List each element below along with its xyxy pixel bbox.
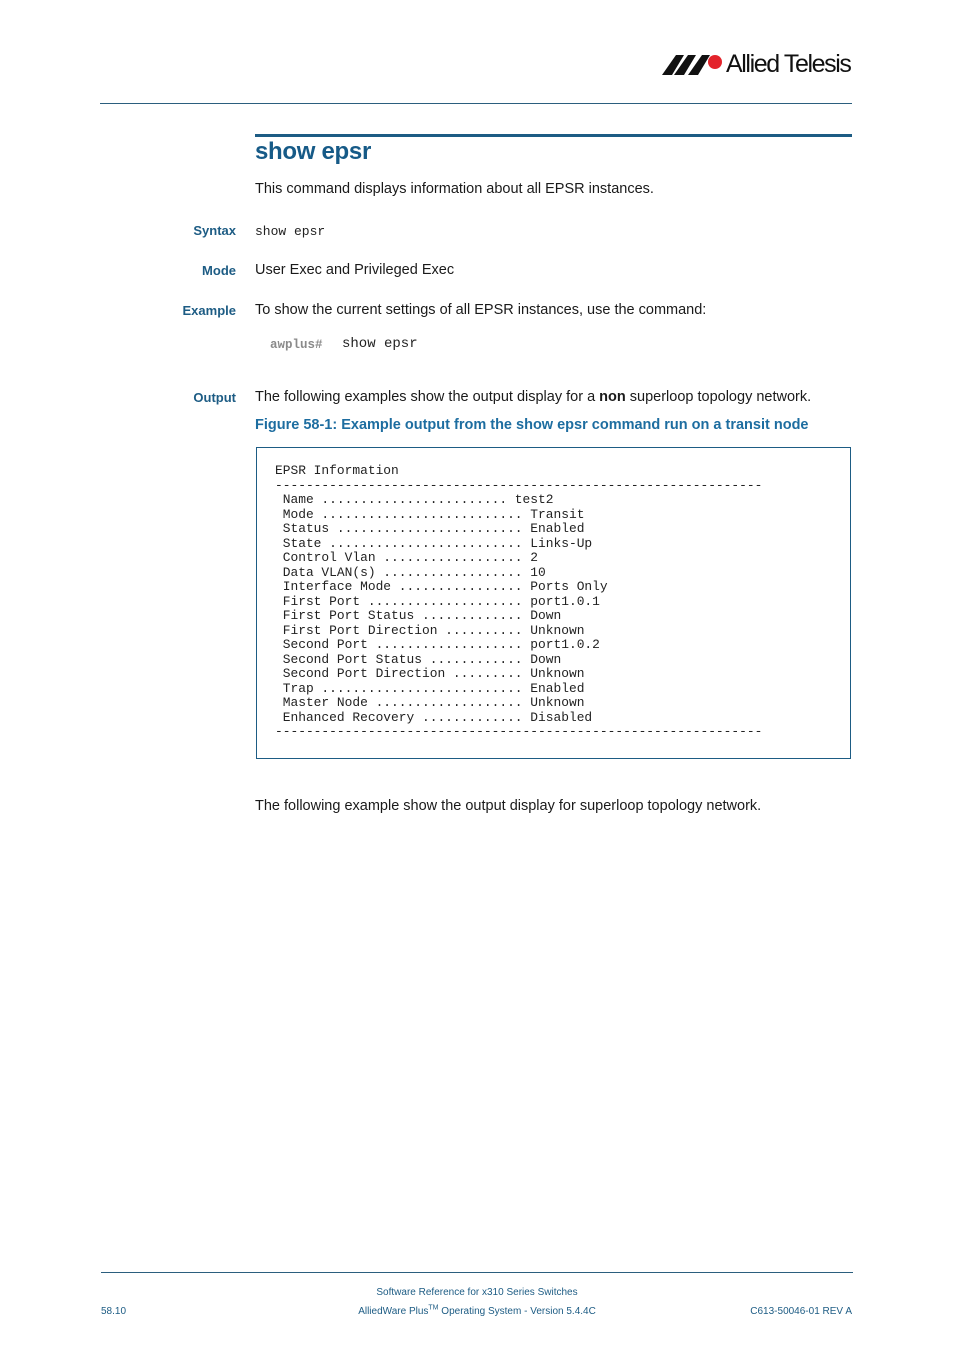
code-output-box xyxy=(256,447,851,759)
code-line: Mode .......................... Transit xyxy=(275,506,585,522)
mode-label: Mode xyxy=(202,263,236,278)
output-text xyxy=(255,389,811,405)
superloop-intro-text: The following example show the output display for superloop topology network. xyxy=(255,798,762,814)
code-line: Status ........................ Enabled xyxy=(275,521,585,536)
example-label: Example xyxy=(182,303,236,318)
code-line: First Port Status ............. Down xyxy=(275,608,562,623)
code-line: Data VLAN(s) .................. 10 xyxy=(275,564,546,580)
page-number: 58.10 xyxy=(101,1306,127,1317)
output-text-before: The following examples show the output display for a xyxy=(255,389,600,405)
command-description: This command displays information about all EPSR instances. xyxy=(255,181,654,197)
mode-text: User Exec and Privileged Exec xyxy=(255,262,455,278)
footer-version: Operating System - Version 5.4.4C xyxy=(438,1306,596,1317)
document-code: C613-50046-01 REV A xyxy=(750,1306,852,1317)
code-line: Master Node ................... Unknown xyxy=(275,695,585,710)
code-line: Control Vlan .................. 2 xyxy=(275,550,539,565)
output-label: Output xyxy=(193,390,236,405)
header-rule xyxy=(100,103,852,104)
output-text-after: superloop topology network. xyxy=(625,389,812,405)
output-text-bold: non xyxy=(599,389,626,405)
code-line: Interface Mode ................ Ports Only xyxy=(275,579,608,594)
code-line: Enhanced Recovery ............. Disabled xyxy=(275,709,593,725)
page-title: show epsr xyxy=(255,138,371,165)
syntax-label: Syntax xyxy=(193,223,236,238)
code-line: Second Port Direction ......... Unknown xyxy=(275,666,585,681)
code-line: --------------------------------------------------------------- xyxy=(275,477,763,493)
code-line: First Port .................... port1.0.1 xyxy=(275,593,600,609)
syntax-code: show epsr xyxy=(255,224,326,239)
logo-wordmark: Allied Telesis xyxy=(726,50,851,78)
code-line: Trap .......................... Enabled xyxy=(275,680,585,696)
cli-command: show epsr xyxy=(342,336,418,352)
code-line: EPSR Information xyxy=(275,463,399,478)
code-line: State ......................... Links-Up xyxy=(275,535,593,551)
footer-product: AlliedWare Plus xyxy=(358,1306,429,1317)
footer-title: Software Reference for x310 Series Switches xyxy=(376,1287,578,1298)
example-text: To show the current settings of all EPSR instances, use the command: xyxy=(255,302,707,318)
code-line: --------------------------------------------------------------- xyxy=(275,724,763,739)
code-line: First Port Direction .......... Unknown xyxy=(275,622,585,638)
cli-prompt: awplus# xyxy=(270,338,323,352)
code-line: Second Port Status ............ Down xyxy=(275,651,562,667)
allied-telesis-logo xyxy=(662,50,854,80)
footer-tm: TM xyxy=(428,1304,439,1312)
title-rule xyxy=(255,134,852,137)
figure-caption: Figure 58-1: Example output from the show epsr command run on a transit node xyxy=(255,417,809,433)
code-line: Second Port ................... port1.0.2 xyxy=(275,637,600,652)
logo-mark-icon xyxy=(662,55,724,75)
footer-rule xyxy=(101,1272,853,1273)
code-line: Name ........................ test2 xyxy=(275,492,554,507)
